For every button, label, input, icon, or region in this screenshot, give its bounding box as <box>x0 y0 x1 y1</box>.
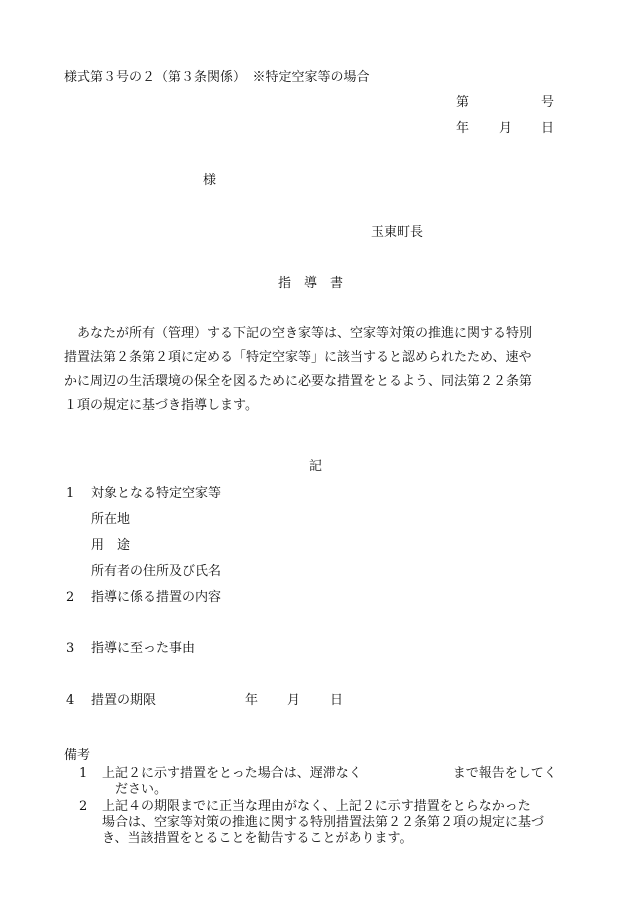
doc-number-suffix: 号 <box>541 95 555 110</box>
date-month: 月 <box>499 121 513 136</box>
date-day: 日 <box>541 121 555 136</box>
section-number: 3 <box>66 641 75 656</box>
addressee-suffix: 様 <box>203 173 217 188</box>
notes-heading: 備考 <box>64 748 91 763</box>
section-title: 措置の期限 <box>91 693 157 708</box>
deadline-day: 日 <box>330 693 344 708</box>
note-number: 2 <box>79 799 88 814</box>
issuer-name: 玉東町長 <box>371 225 424 240</box>
ki-heading: 記 <box>309 459 323 474</box>
section-number: 4 <box>66 693 75 708</box>
doc-number-prefix: 第 <box>456 95 470 110</box>
body-line: １項の規定に基づき指導します。 <box>64 398 258 413</box>
sub-item-location: 所在地 <box>91 512 131 527</box>
section-number: 1 <box>66 486 75 501</box>
note-text: 上記４の期限までに正当な理由がなく、上記２に示す措置をとらなかった 場合は、空家等対策の推進に関する特別措置法第２２条第２項の規定に基づ き、当該措置をとることを勧告することがあります。 <box>102 799 545 846</box>
body-paragraph <box>64 322 584 418</box>
sub-item-owner: 所有者の住所及び氏名 <box>91 564 222 579</box>
section-title: 指導に至った事由 <box>91 641 196 656</box>
date-year: 年 <box>456 121 470 136</box>
body-line: かに周辺の生活環境の保全を図るために必要な措置をとるよう、同法第２２条第 <box>64 374 533 389</box>
section-title: 対象となる特定空家等 <box>91 486 222 501</box>
document-title: 指 導 書 <box>278 276 344 291</box>
deadline-year: 年 <box>245 693 259 708</box>
note-text: 上記２に示す措置をとった場合は、遅滞なく まで報告をしてく ださい。 <box>102 766 557 797</box>
body-line: 措置法第２条第２項に定める「特定空家等」に該当すると認められたため、速や <box>64 350 532 365</box>
body-line: あなたが所有（管理）する下記の空き家等は、空家等対策の推進に関する特別 <box>77 326 533 341</box>
section-number: 2 <box>66 590 75 605</box>
sub-item-usage: 用 途 <box>91 538 131 553</box>
deadline-month: 月 <box>287 693 301 708</box>
form-header: 様式第３号の２（第３条関係） ※特定空家等の場合 <box>64 70 370 85</box>
note-number: 1 <box>79 766 88 781</box>
section-title: 指導に係る措置の内容 <box>91 590 222 605</box>
